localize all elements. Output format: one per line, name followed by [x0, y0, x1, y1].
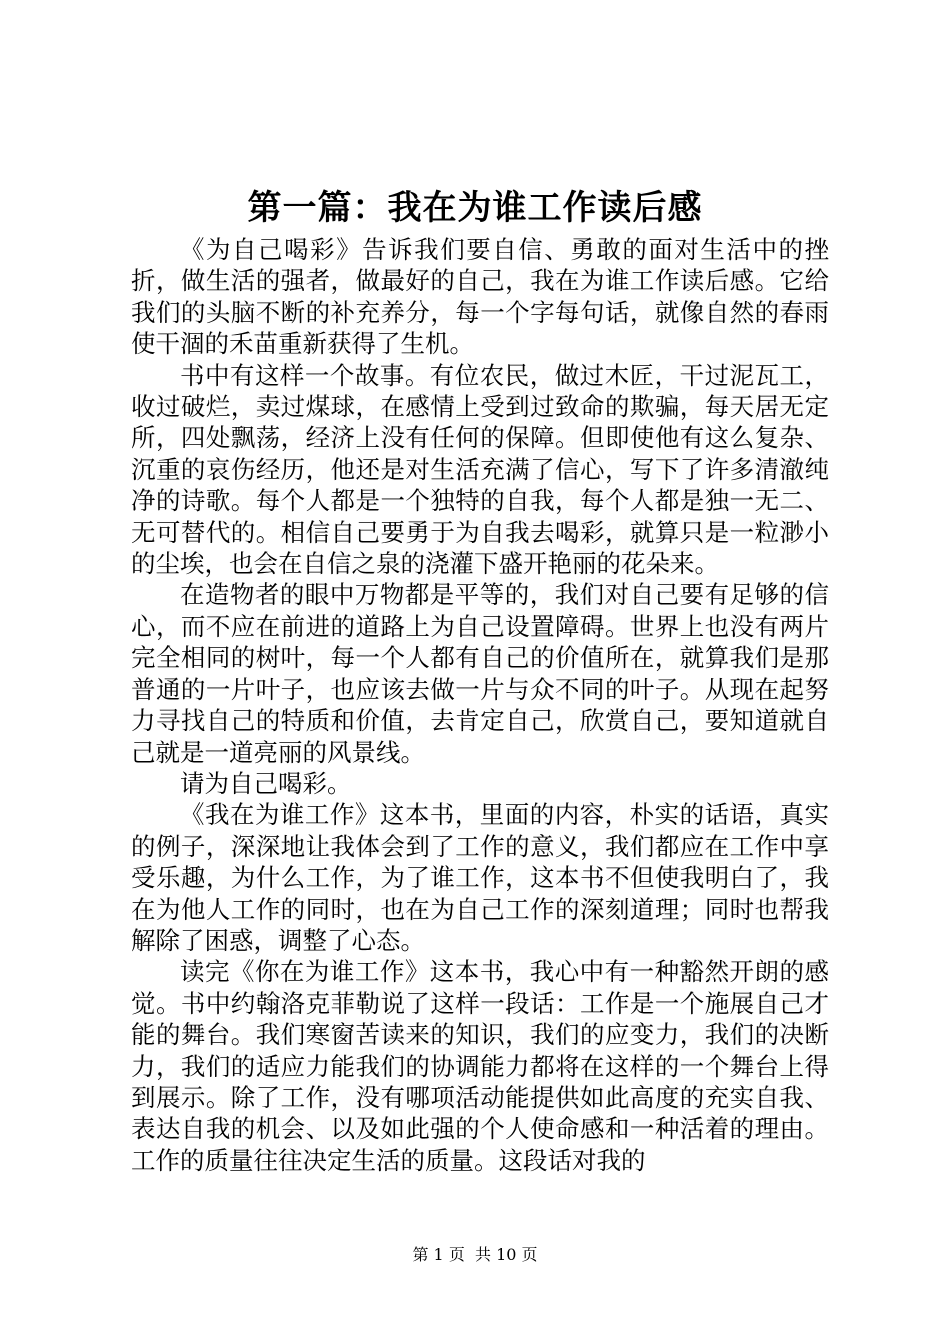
- paragraph-4: 请为自己喝彩。: [180, 768, 352, 798]
- page-number: 第 1 页 共 10 页: [412, 1245, 538, 1264]
- paragraph-1: 《为自己喝彩》告诉我们要自信、勇敢的面对生活中的挫折，做生活的强者，做最好的自己，我在为谁工作读后感。它给我们的头脑不断的补充养分，每一个字每句话，就像自然的春雨使干涸的禾苗重新获得了生机。: [131, 235, 829, 359]
- document-body: [131, 234, 829, 1176]
- paragraph-5: 《我在为谁工作》这本书，里面的内容，朴实的话语，真实的例子，深深地让我体会到了工作的意义，我们都应在工作中享受乐趣，为什么工作，为了谁工作，这本书不但使我明白了，我在为他人工作的同时，也在为自己工作的深刻道理；同时也帮我解除了困惑，调整了心态。: [131, 800, 829, 955]
- paragraph-6: 读完《你在为谁工作》这本书，我心中有一种豁然开朗的感觉。书中约翰洛克菲勒说了这样一段话：工作是一个施展自己才能的舞台。我们寒窗苦读来的知识，我们的应变力，我们的决断力，我们的适应力能我们的协调能力都将在这样的一个舞台上得到展示。除了工作，没有哪项活动能提供如此高度的充实自我、表达自我的机会、以及如此强的个人使命感和一种活着的理由。工作的质量往往决定生活的质量。这段话对我的: [131, 957, 829, 1175]
- page-footer: [0, 1244, 950, 1266]
- paragraph-3: 在造物者的眼中万物都是平等的，我们对自己要有足够的信心，而不应在前进的道路上为自己设置障碍。世界上也没有两片完全相同的树叶，每一个人都有自己的价值所在，就算我们是那普通的一片叶子，也应该去做一片与众不同的叶子。从现在起努力寻找自己的特质和价值，去肯定自己，欣赏自己，要知道就自己就是一道亮丽的风景线。: [131, 580, 829, 767]
- paragraph-2: 书中有这样一个故事。有位农民，做过木匠，干过泥瓦工，收过破烂，卖过煤球，在感情上受到过致命的欺骗，每天居无定所，四处飘荡，经济上没有任何的保障。但即使他有这么复杂、沉重的哀伤经历，他还是对生活充满了信心，写下了许多清澈纯净的诗歌。每个人都是一个独特的自我，每个人都是独一无二、无可替代的。相信自己要勇于为自我去喝彩，就算只是一粒渺小的尘埃，也会在自信之泉的浇灌下盛开艳丽的花朵来。: [131, 360, 829, 579]
- document-title: 第一篇：我在为谁工作读后感: [247, 188, 703, 228]
